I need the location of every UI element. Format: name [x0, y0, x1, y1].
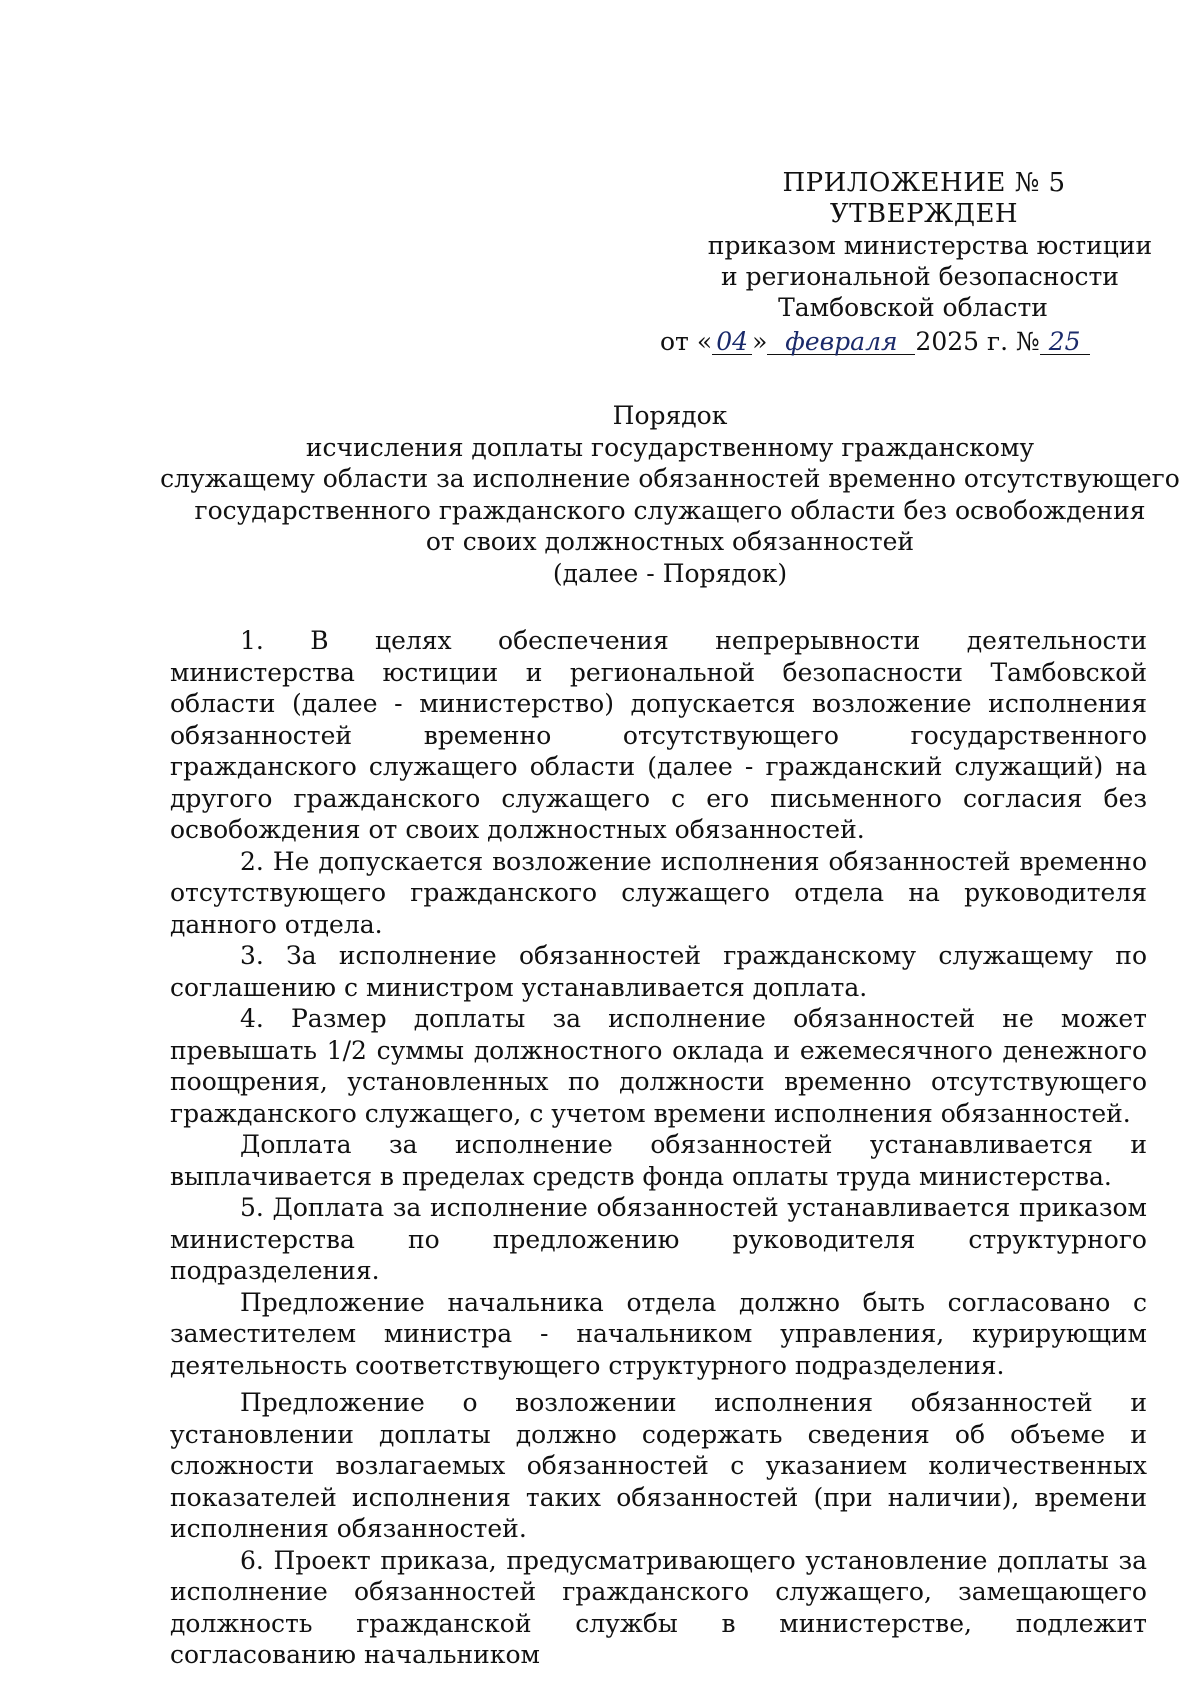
paragraph-4-continued: Доплата за исполнение обязанностей устанавливается и выплачивается в пределах средств фонда оплаты труда министерства.	[170, 1130, 1147, 1191]
title-line-3: служащему области за исполнение обязанностей временно отсутствующего	[160, 464, 1180, 493]
paragraph-1: 1. В целях обеспечения непрерывности деятельности министерства юстиции и региональной безопасности Тамбовской области (далее - министерство) допускается возложение исполнения обязанностей временно отсутствующего государственного гражданского служащего области (далее - гражданский служащий) на другого гражданского служащего с его письменного согласия без освобождения от своих должностных обязанностей.	[170, 626, 1147, 844]
order-number-field: 25	[1040, 330, 1090, 355]
date-day-field: 04	[712, 330, 752, 355]
document-title	[150, 400, 1190, 589]
approval-date-line	[660, 326, 1160, 357]
document-body	[170, 625, 1147, 1671]
date-month-field: февраля	[767, 330, 915, 355]
paragraph-4: 4. Размер доплаты за исполнение обязанностей не может превышать 1/2 суммы должностного оклада и ежемесячного денежного поощрения, установленных по должности временно отсутствующего гражданского служащего, с учетом времени исполнения обязанностей.	[170, 1004, 1147, 1128]
title-line-1: Порядок	[612, 401, 728, 430]
title-line-4: государственного гражданского служащего области без освобождения	[194, 495, 1146, 525]
approval-block	[660, 168, 1160, 356]
date-quote-close: »	[752, 327, 768, 356]
paragraph-5-content: Предложение о возложении исполнения обязанностей и установлении доплаты должно содержать сведения об объеме и сложности возлагаемых обязанностей с указанием количественных показателей исполнения таких обязанностей (при наличии), времени исполнения обязанностей.	[170, 1388, 1147, 1543]
paragraph-6: 6. Проект приказа, предусматривающего установление доплаты за исполнение обязанностей гражданского служащего, замещающего должность гражданской службы в министерстве, подлежит согласованию начальником	[170, 1545, 1147, 1669]
approval-line-3: Тамбовской области	[778, 293, 1048, 322]
title-line-2: исчисления доплаты государственному гражданскому	[305, 432, 1035, 462]
date-year: 2025 г. №	[915, 327, 1040, 356]
paragraph-5: 5. Доплата за исполнение обязанностей устанавливается приказом министерства по предложению руководителя структурного подразделения.	[170, 1193, 1147, 1285]
approval-line-1: приказом министерства юстиции	[707, 231, 1153, 260]
appendix-heading: ПРИЛОЖЕНИЕ № 5	[782, 168, 1066, 198]
title-line-6: (далее - Порядок)	[552, 558, 788, 588]
paragraph-3: 3. За исполнение обязанностей гражданскому служащему по соглашению с министром устанавливается доплата.	[170, 941, 1147, 1002]
date-prefix: от «	[660, 327, 713, 356]
approval-line-2: и региональной безопасности	[721, 262, 1119, 291]
approved-heading: УТВЕРЖДЕН	[829, 199, 1019, 229]
title-line-5: от своих должностных обязанностей	[425, 527, 915, 556]
paragraph-2: 2. Не допускается возложение исполнения обязанностей временно отсутствующего гражданского служащего отдела на руководителя данного отдела.	[170, 846, 1147, 939]
paragraph-5-proposal: Предложение начальника отдела должно быть согласовано с заместителем министра - начальником управления, курирующим деятельность соответствующего структурного подразделения.	[170, 1287, 1147, 1380]
